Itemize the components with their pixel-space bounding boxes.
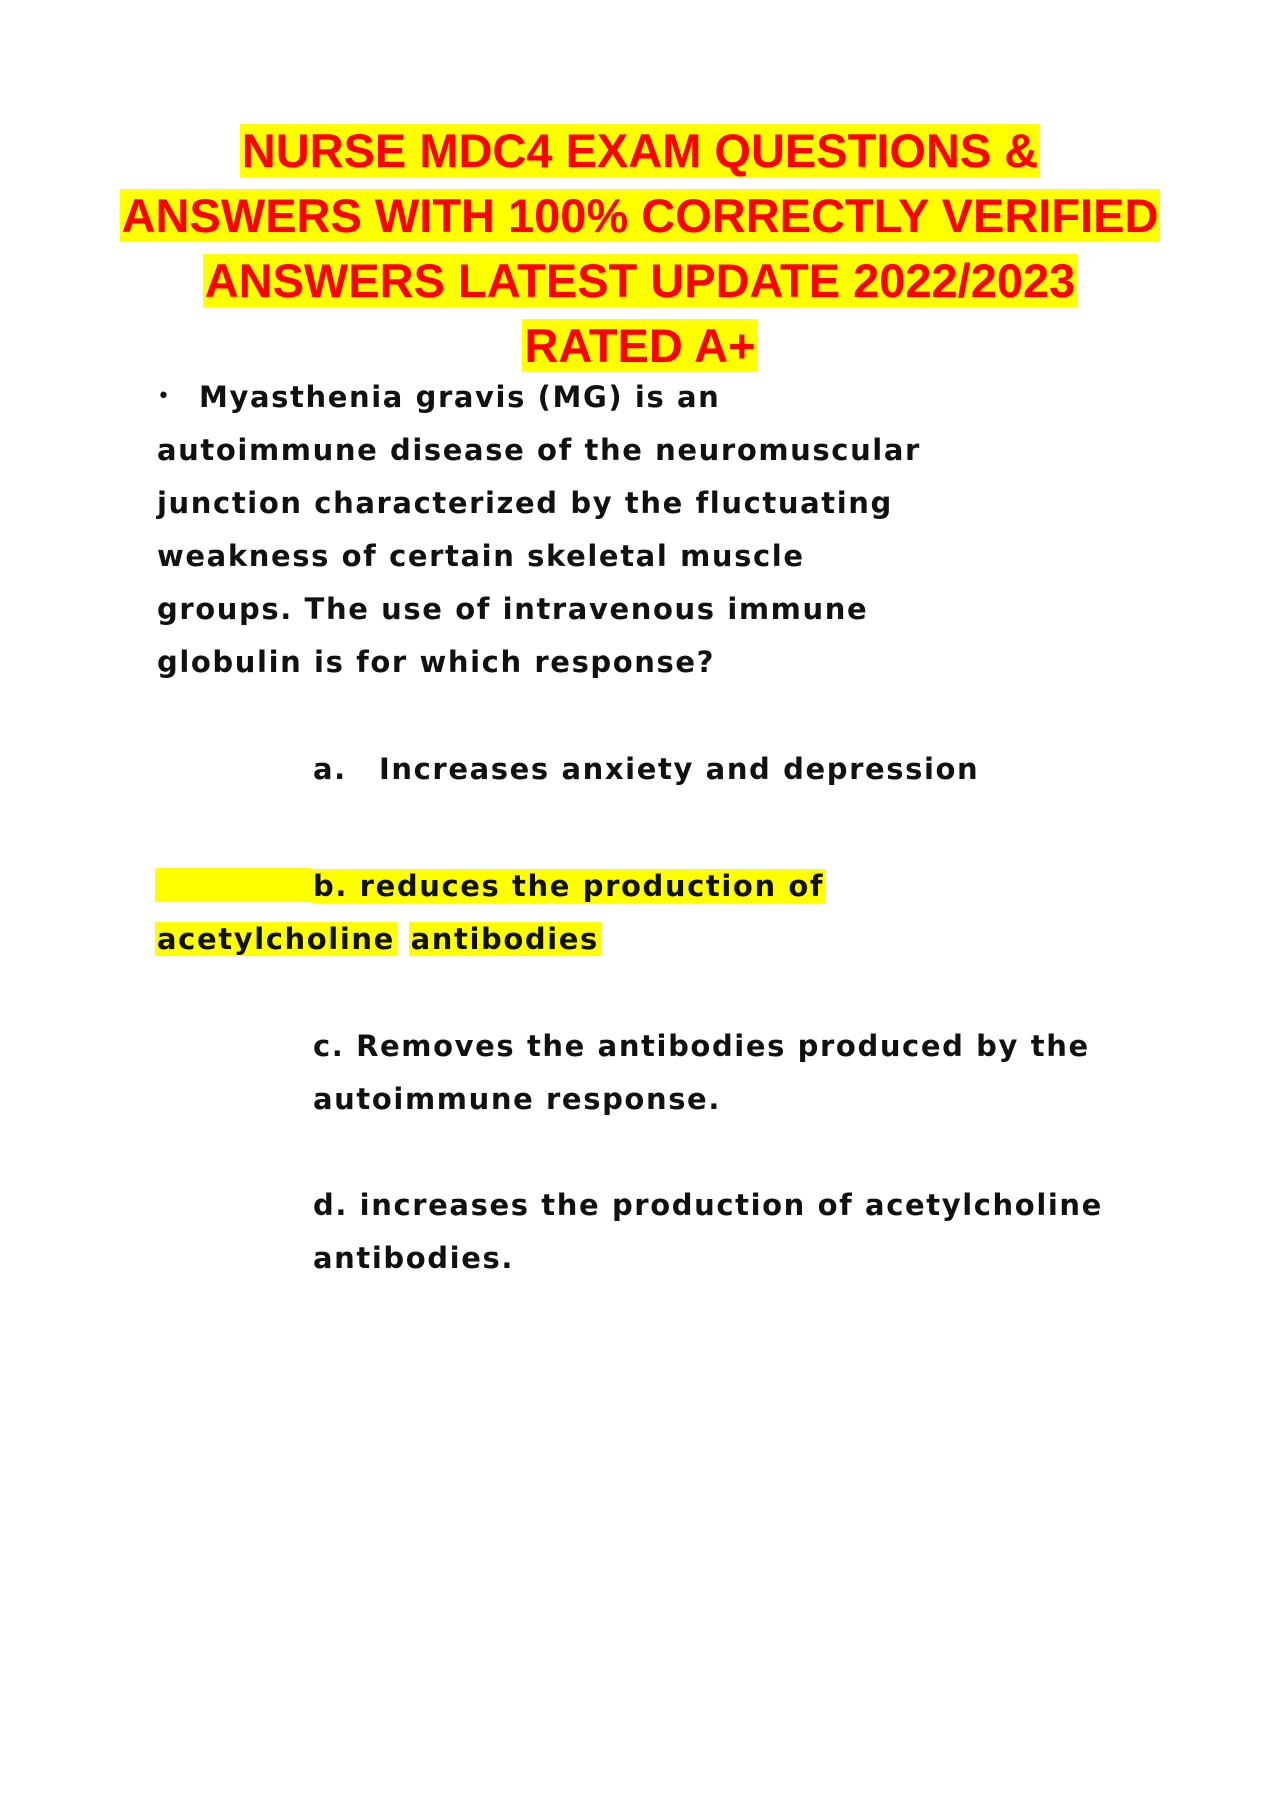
option-b-line-2b: antibodies [410,922,599,956]
option-c-line-1: c. Removes the antibodies produced by the [313,1029,1090,1063]
option-d [313,1179,1243,1285]
title-line-2: ANSWERS WITH 100% CORRECTLY VERIFIED [121,189,1159,242]
question-line: autoimmune disease of the neuromuscular [157,433,921,467]
option-b-correct-answer [155,860,1055,966]
title-line-1: NURSE MDC4 EXAM QUESTIONS & [241,124,1039,177]
question-line: weakness of certain skeletal muscle [157,539,805,573]
highlight-indent [155,868,311,902]
option-b-line-1: b. reduces the production of [313,869,825,903]
option-d-line-2: antibodies. [313,1241,514,1275]
bullet-icon: • [157,384,172,409]
option-c [313,1020,1243,1126]
question-line: groups. The use of intravenous immune [157,592,869,626]
question-line: junction characterized by the fluctuating [157,486,893,520]
title-line-4: RATED A+ [524,319,756,372]
option-d-line-1: d. increases the production of acetylcholine [313,1188,1103,1222]
question-line: Myasthenia gravis (MG) is an [199,380,721,414]
question-line: globulin is for which response? [157,645,716,679]
title-line-3: ANSWERS LATEST UPDATE 2022/2023 [204,254,1076,307]
option-a-text: Increases anxiety and depression [379,752,980,786]
question-text [157,370,1077,689]
option-b-line-2a: acetylcholine [157,922,395,956]
document-title [0,118,1280,378]
option-a-letter: a. [313,752,347,786]
option-a [313,743,979,796]
option-c-line-2: autoimmune response. [313,1082,721,1116]
